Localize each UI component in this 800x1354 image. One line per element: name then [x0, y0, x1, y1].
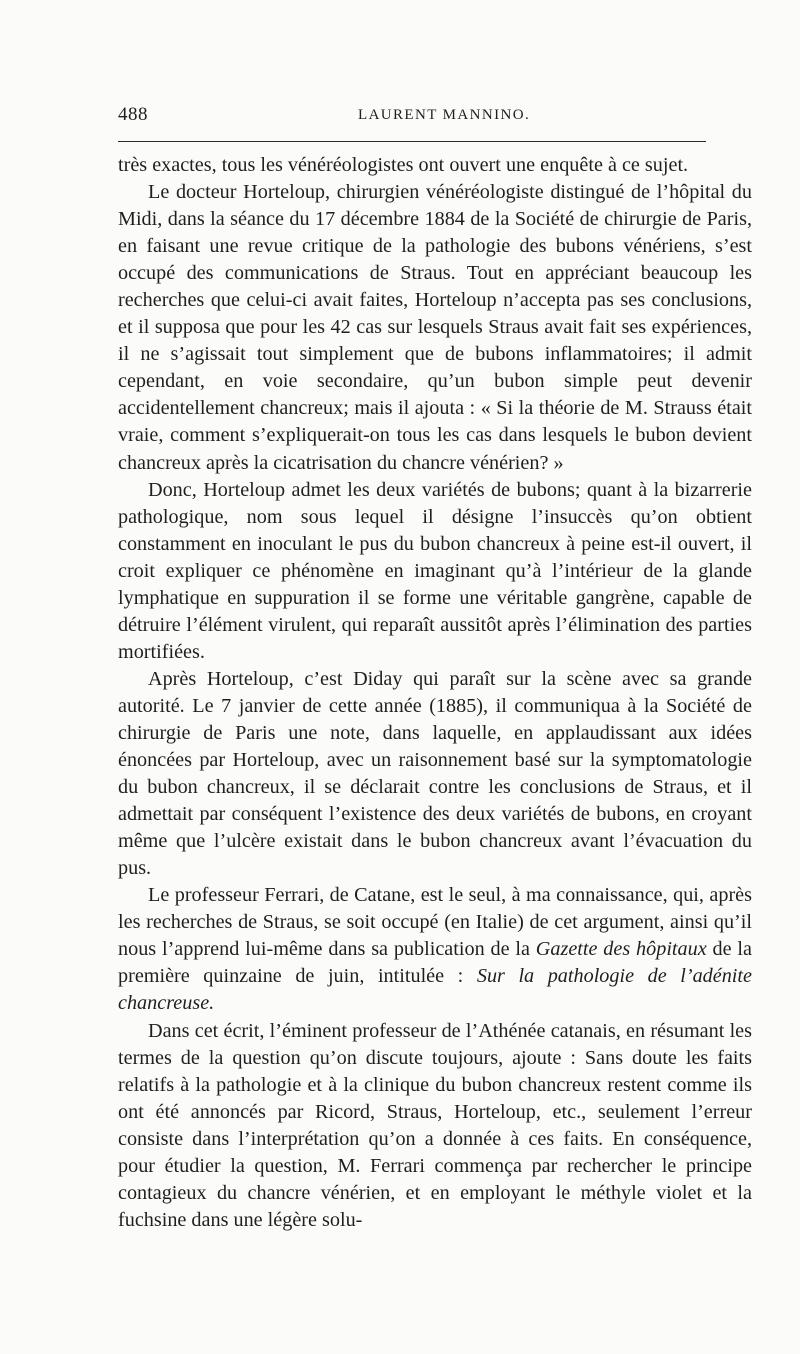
page-header	[118, 104, 706, 130]
paragraph-1: très exactes, tous les vénéréologistes ont ouvert une enquête à ce sujet.	[118, 154, 689, 176]
paragraph-5-text-a: Le professeur Ferrari, de Catane, est le seul, à ma connaissance, qui, après les recherches de Straus, se soit occupé (en Italie) de cet argument, ainsi qu’il nous l’apprend lui-même dans sa publication de la	[118, 884, 752, 961]
paragraph-5	[118, 882, 752, 1017]
paragraph-2: Le docteur Horteloup, chirurgien vénéréologiste distingué de l’hôpital du Midi, dans la séance du 17 décembre 1884 de la Société de chirurgie de Paris, en faisant une revue critique de la pathologie des bubons vénériens, s’est occupé des communications de Straus. Tout en appréciant beaucoup les recherches que celui-ci avait faites, Horteloup n’accepta pas ses conclusions, et il supposa que pour les 42 cas sur lesquels Straus avait fait ses expériences, il ne s’agissait tout simplement que de bubons inflammatoires; il admit cependant, en voie secondaire, qu’un bubon simple peut devenir accidentellement chancreux; mais il ajouta : « Si la théorie de M. Strauss était vraie, comment s’expliquerait-on tous les cas dans lesquels le bubon devient chancreux après la cicatrisation du chancre vénérien? »	[118, 181, 752, 474]
running-head: LAURENT MANNINO.	[358, 107, 531, 123]
paragraph-5-text-b: de la première quinzaine de juin, intitulée :	[118, 938, 752, 988]
article-title: Sur la pathologie de l’adénite chancreuse.	[118, 965, 752, 1015]
paragraph-3: Donc, Horteloup admet les deux variétés de bubons; quant à la bizarrerie pathologique, nom sous lequel il désigne l’insuccès qu’on obtient constamment en inoculant le pus du bubon chancreux à peine est-il ouvert, il croit expliquer ce phénomène en imaginant qu’à l’intérieur de la glande lymphatique en suppuration il se forme une véritable gangrène, capable de détruire l’élément virulent, qui reparaît aussitôt après l’élimination des parties mortifiées.	[118, 478, 752, 663]
body-text	[118, 152, 752, 1234]
paragraph-4: Après Horteloup, c’est Diday qui paraît sur la scène avec sa grande autorité. Le 7 janvier de cette année (1885), il communiqua à la Société de chirurgie de Paris une note, dans laquelle, en applaudissant aux idées énoncées par Horteloup, avec un raisonnement basé sur la symptomatologie du bubon chancreux, il se déclarait contre les conclusions de Straus, et il admettait par conséquent l’existence des deux variétés de bubons, en croyant même que l’ulcère existait dans le bubon chancreux avant l’évacuation du pus.	[118, 667, 752, 880]
paragraph-6: Dans cet écrit, l’éminent professeur de l’Athénée catanais, en résumant les termes de la question qu’on discute toujours, ajoute : Sans doute les faits relatifs à la pathologie et à la clinique du bubon chancreux restent comme ils ont été annoncés par Ricord, Straus, Horteloup, etc., seulement l’erreur consiste dans l’interprétation qu’on a donnée à ces faits. En conséquence, pour étudier la question, M. Ferrari commença par rechercher le principe contagieux du chancre vénérien, et en employant le méthyle violet et la fuchsine dans une légère solu-	[118, 1019, 752, 1231]
page-number: 488	[118, 104, 148, 125]
header-rule	[118, 141, 706, 142]
journal-title: Gazette des hôpitaux	[535, 938, 707, 961]
